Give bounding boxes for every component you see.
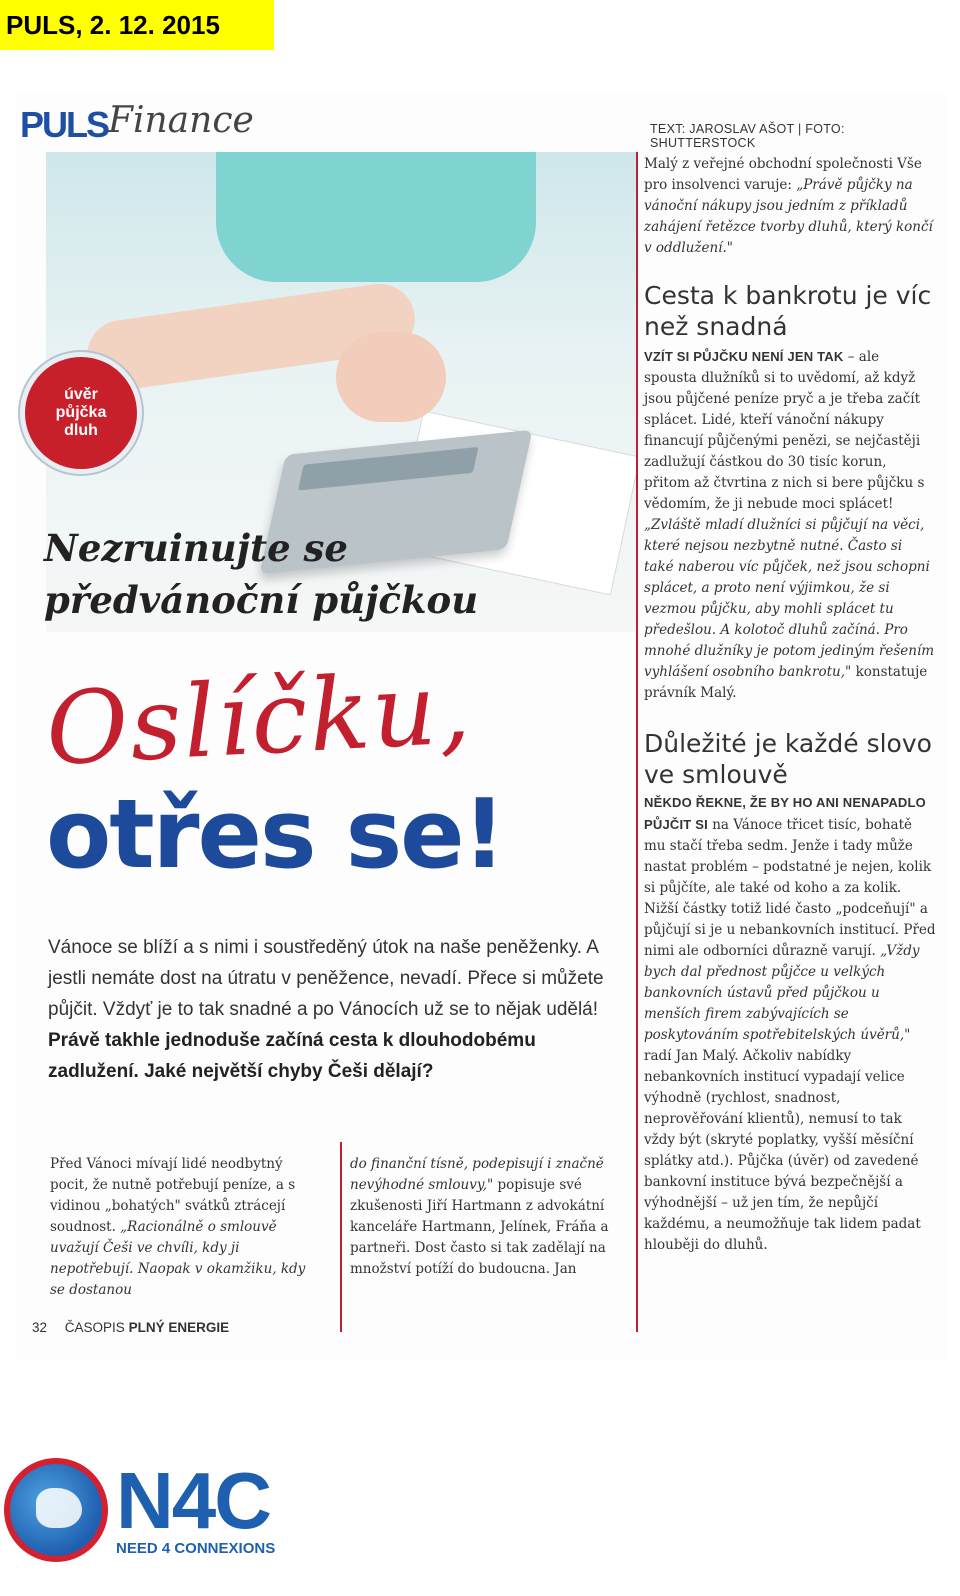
right-column-section-3	[644, 792, 936, 1256]
section-name: Finance	[108, 100, 254, 141]
footer-magazine-prefix: ČASOPIS	[64, 1320, 125, 1335]
title-line: Nezruinujte se	[44, 526, 348, 570]
right-column-section-2	[644, 346, 936, 704]
r2-text: – ale spousta dlužníků si to uvědomí, až když jsou půjčené peníze pryč a je třeba začít splácet. Lidé, kteří vánoční nákupy financují půjčenými penězi, se nejčastěji zadlužují částkou do 30 tisíc korun, přitom až čtvrtina z nich si bere půjčku s vědomím, že ji nebude moci splácet!	[644, 349, 925, 512]
big-headline: otřes se!	[46, 780, 504, 890]
right-column-divider	[636, 152, 638, 1332]
n4c-logo	[4, 1456, 280, 1564]
magazine-page	[16, 92, 946, 1360]
r2-lead-caps: VZÍT SI PŮJČKU NENÍ JEN TAK	[644, 349, 844, 364]
n4c-logo-text: N4C	[116, 1456, 271, 1545]
lead-text: Vánoce se blíží a s nimi i soustředěný útok na naše peněženky. A jestli nemáte dost na útratu v peněžence, nevadí. Přece si můžete půjčit. Vždyť je to tak snadné a po Vánocích už se to nějak udělá!	[48, 937, 604, 1020]
col2-text: popisuje své zkušenosti Jiří Hartmann z advokátní kanceláře Hartmann, Jelínek, Fráňa a partneři. Dost často si tak zadělají na množství potíží do budoucna. Jan	[350, 1177, 609, 1277]
r3-quote: „Vždy bych dal přednost půjčce u velkých bankovních ústavů před půjčkou u menších firem zabývajících se poskytováním spotřebitelských úvěrů,"	[644, 943, 920, 1043]
subheading-smlouva: Důležité je každé slovo ve smlouvě	[644, 729, 932, 789]
clipping-date-label: PULS, 2. 12. 2015	[0, 0, 274, 50]
badge-line: půjčka	[55, 404, 107, 421]
body-column-1	[50, 1154, 318, 1301]
badge-line: dluh	[64, 422, 98, 439]
badge-line: úvěr	[64, 386, 98, 403]
r2-quote: „Zvláště mladí dlužníci si půjčují na věci, které nejsou nezbytně nutné. Často si také naberou víc půjček, než jsou schopni splácet, a proto není výjimkou, že si vezmou půjčku, aby mohli splácet tu předešlou. A kolotoč dluhů začíná. Pro mnohé dlužníky je potom jediným řešením vyhlášení osobního bankrotu,"	[644, 517, 935, 680]
lead-paragraph	[48, 932, 628, 1087]
col1-text: Před Vánoci mívají lidé neodbytný pocit, že nutně potřebují peníze, a s vidinou „bohatých" svátků ztrácejí soudnost.	[50, 1156, 296, 1235]
topic-badge	[20, 352, 142, 474]
script-headline: Oslíčku,	[43, 648, 475, 789]
title-line: předvánoční půjčkou	[44, 578, 479, 622]
globe-icon	[4, 1458, 108, 1562]
page-number: 32	[32, 1320, 48, 1335]
photo-shirt	[216, 152, 536, 282]
n4c-tagline: NEED 4 CONNEXIONS	[116, 1540, 276, 1557]
r1-quote: „Právě půjčky na vánoční nákupy jsou jedním z příkladů zahájení řetězce tvorby dluhů, který končí v oddlužení."	[644, 177, 933, 256]
footer-magazine-name: PLNÝ ENERGIE	[128, 1320, 230, 1335]
r3-text: na Vánoce třicet tisíc, bohatě mu stačí třeba sedm. Jenže i tady může nastat problém – podstatné je nejen, kolik si půjčíte, ale také od koho a za kolik. Nižší částky totiž lidé často „podceňují" a půjčují si je u nebankovních institucí. Před nimi ale odborníci důrazně varují.	[644, 817, 936, 959]
article-credit: TEXT: JAROSLAV AŠOT | FOTO: SHUTTERSTOCK	[650, 122, 845, 150]
photo-hand	[336, 332, 446, 422]
puls-logo: PULS	[20, 104, 109, 145]
article-title	[44, 522, 478, 626]
column-divider	[340, 1142, 342, 1332]
r3-end: radí Jan Malý. Ačkoliv nabídky nebankovních institucí vypadají velice výhodně (rychlost, snadnost, neprověřování klientů), nemusí to tak vždy být (skryté poplatky, vyšší měsíční splátky atd.). Půjčka (úvěr) od zavedené bankovní instituce bývá bezpečnější a výhodnější – už jen tím, že nepůjčí každému, a neumožňuje tak lidem padat hlouběji do dluhů.	[644, 1048, 921, 1253]
r2-end: konstatuje právník Malý.	[644, 664, 928, 701]
subheading-bankrot: Cesta k bankrotu je víc než snadná	[644, 281, 932, 341]
right-column-intro	[644, 154, 936, 259]
col1-quote: „Racionálně o smlouvě uvažují Češi ve chvíli, kdy ji nepotřebují. Naopak v okamžiku, kdy se dostanou	[50, 1219, 306, 1298]
r3-lead-caps: NĚKDO ŘEKNE, ŽE BY HO ANI NENAPADLO PŮJČIT SI	[644, 795, 926, 832]
lead-bold-text: Právě takhle jednoduše začíná cesta k dlouhodobému zadlužení. Jaké největší chyby Češi dělají?	[48, 1030, 536, 1082]
page-footer	[32, 1320, 229, 1335]
body-column-2	[350, 1154, 622, 1280]
r1-text: Malý z veřejné obchodní společnosti Vše pro insolvenci varuje:	[644, 156, 922, 193]
col2-quote: do finanční tísně, podepisují i značně nevýhodné smlouvy,"	[350, 1156, 604, 1193]
